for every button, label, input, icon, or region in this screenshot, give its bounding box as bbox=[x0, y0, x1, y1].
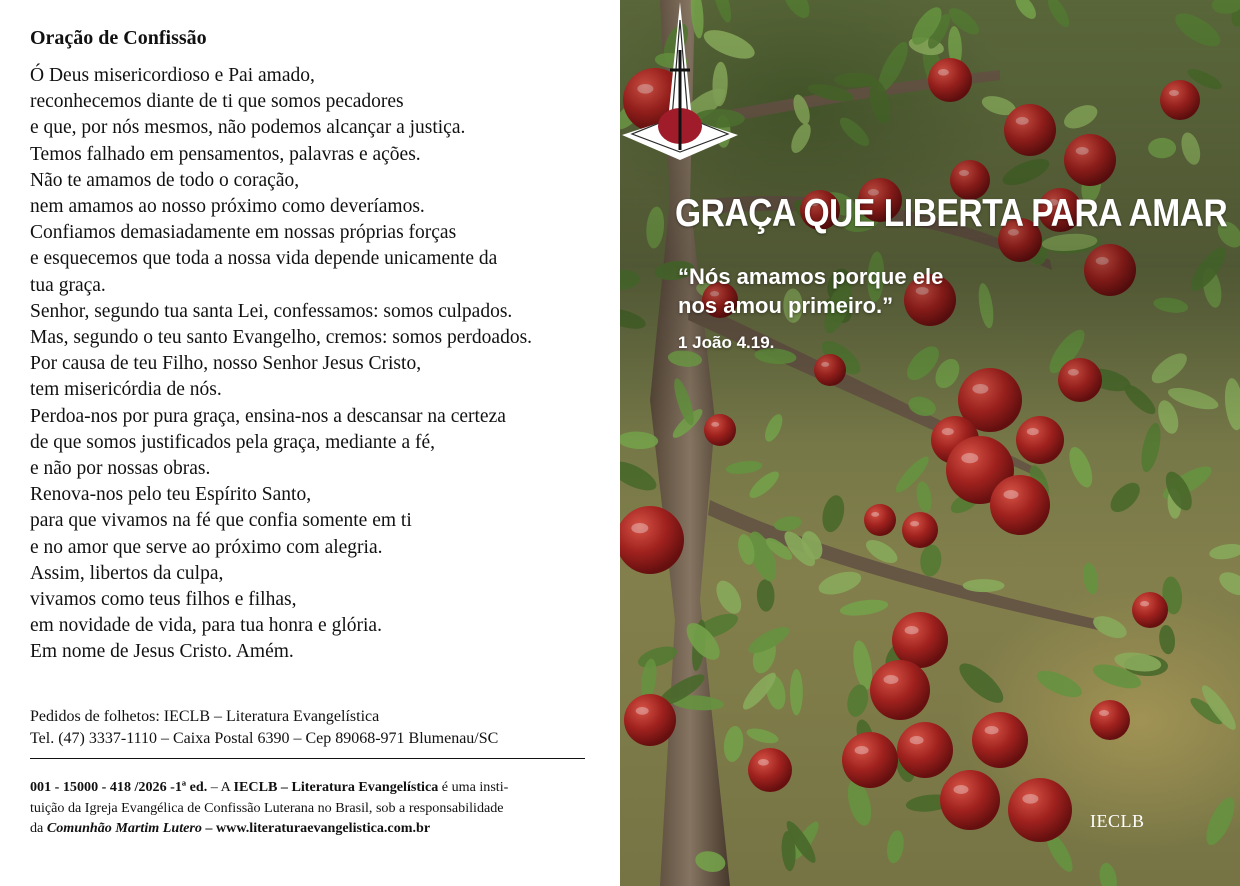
prayer-title: Oração de Confissão bbox=[30, 27, 207, 49]
prayer-line: Senhor, segundo tua santa Lei, confessamos: somos culpados. bbox=[30, 300, 513, 322]
prayer-line: tem misericórdia de nós. bbox=[30, 379, 222, 401]
orders-line: Pedidos de folhetos: IECLB – Literatura Evangelística bbox=[30, 708, 380, 725]
prayer-line: e que, por nós mesmos, não podemos alcançar a justiça. bbox=[30, 117, 466, 139]
orders-contact-line: Tel. (47) 3337-1110 – Caixa Postal 6390 – Cep 89068-971 Blumenau/SC bbox=[30, 730, 499, 747]
prayer-line: Ó Deus misericordioso e Pai amado, bbox=[30, 65, 315, 86]
website-link: www.literaturaevangelistica.com.br bbox=[216, 820, 431, 836]
prayer-line: tua graça. bbox=[30, 274, 106, 296]
prayer-line: Em nome de Jesus Cristo. Amém. bbox=[30, 641, 294, 663]
prayer-line: reconhecemos diante de ti que somos pecadores bbox=[30, 91, 404, 113]
quote-line: nos amou primeiro.” bbox=[678, 293, 894, 318]
prayer-line: para que vivamos na fé que confia somente em ti bbox=[30, 510, 412, 532]
prayer-line: Renova-nos pelo teu Espírito Santo, bbox=[30, 484, 312, 506]
prayer-line: Perdoa-nos por pura graça, ensina-nos a descansar na certeza bbox=[30, 405, 506, 427]
prayer-line: Não te amamos de todo o coração, bbox=[30, 169, 300, 191]
imprint-line-2: tuição da Igreja Evangélica de Confissão Luterana no Brasil, sob a responsabilidade bbox=[30, 799, 504, 816]
prayer-line: e no amor que serve ao próximo com alegria. bbox=[30, 536, 383, 558]
prayer-line: Assim, libertos da culpa, bbox=[30, 562, 224, 584]
edition-code: 001 - 15000 - 418 /2026 -1ª ed. bbox=[30, 779, 208, 795]
imprint-da: da bbox=[30, 820, 47, 836]
prayer-line: em novidade de vida, para tua honra e glória. bbox=[30, 615, 382, 637]
divider bbox=[30, 758, 585, 759]
communion-name: Comunhão Martim Lutero bbox=[46, 820, 202, 836]
prayer-line: de que somos justificados pela graça, mediante a fé, bbox=[30, 431, 436, 453]
cover-panel bbox=[620, 0, 1240, 886]
ieclb-logo bbox=[620, 0, 740, 170]
prayer-line: Temos falhado em pensamentos, palavras e ações. bbox=[30, 143, 421, 165]
logo-text: IECLB bbox=[1090, 811, 1145, 831]
quote-line: “Nós amamos porque ele bbox=[678, 264, 944, 289]
publisher-name: IECLB – Literatura Evangelística bbox=[233, 779, 439, 795]
prayer-line: Por causa de teu Filho, nosso Senhor Jesus Cristo, bbox=[30, 353, 422, 375]
prayer-line: vivamos como teus filhos e filhas, bbox=[30, 589, 297, 611]
prayer-line: Confiamos demasiadamente em nossas próprias forças bbox=[30, 222, 457, 244]
prayer-line: nem amamos ao nosso próximo como deveríamos. bbox=[30, 196, 425, 218]
prayer-body bbox=[30, 63, 600, 666]
prayer-line: Mas, segundo o teu santo Evangelho, cremos: somos perdoados. bbox=[30, 327, 533, 349]
bible-reference: 1 João 4.19. bbox=[678, 333, 775, 352]
imprint bbox=[30, 777, 586, 839]
orders-info bbox=[30, 706, 498, 750]
prayer-line: e esquecemos que toda a nossa vida depende unicamente da bbox=[30, 248, 498, 270]
prayer-line: e não por nossas obras. bbox=[30, 458, 211, 480]
bible-quote bbox=[678, 262, 943, 320]
imprint-dash-2: – bbox=[201, 820, 216, 836]
cover-headline: GRAÇA QUE LIBERTA PARA AMAR bbox=[675, 192, 1228, 235]
imprint-text: é uma insti- bbox=[438, 779, 509, 795]
imprint-dash: – A bbox=[207, 779, 234, 795]
